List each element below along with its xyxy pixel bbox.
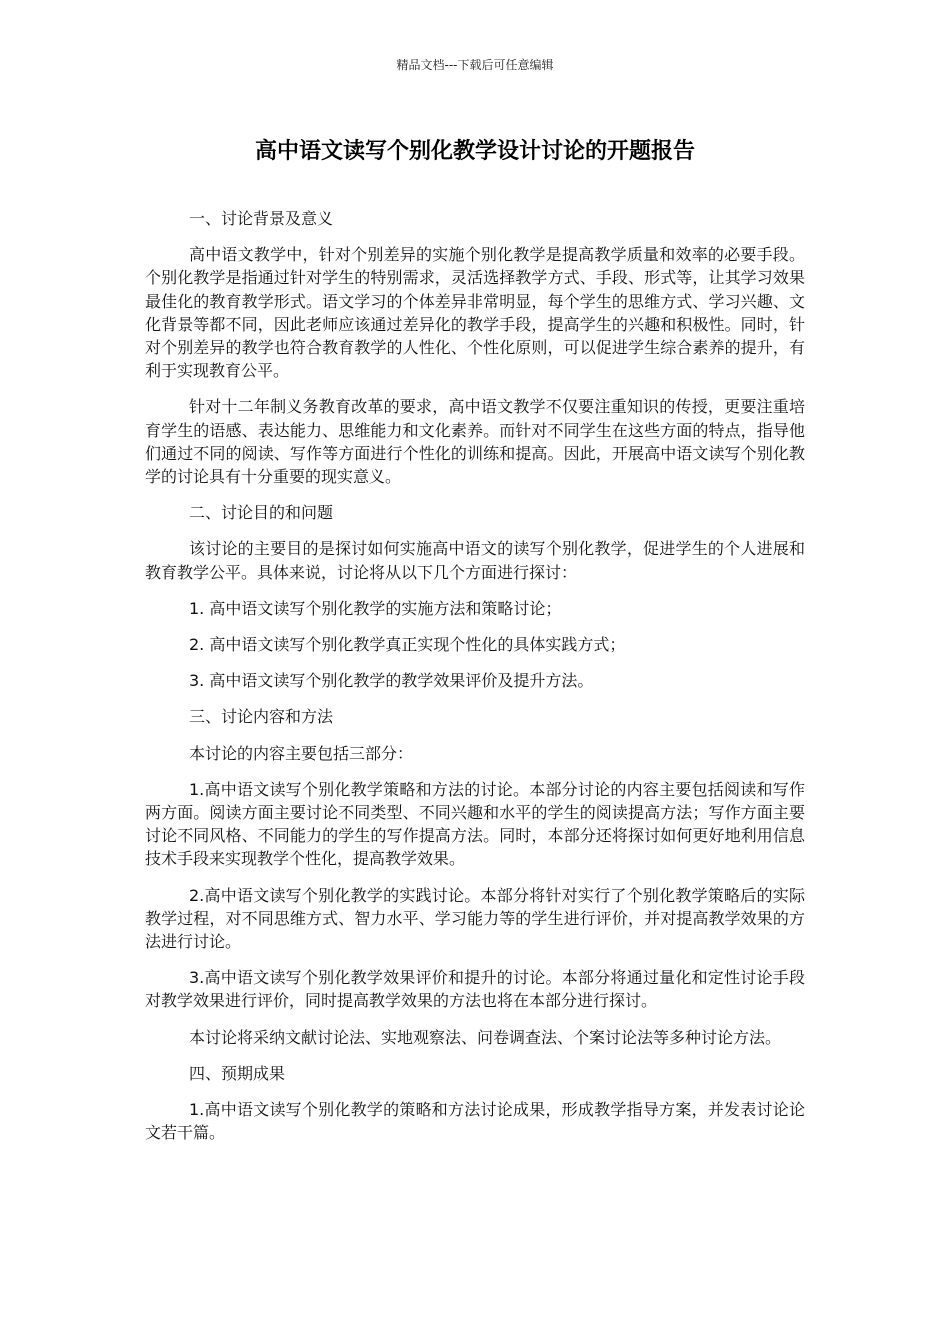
section-heading-content: 三、讨论内容和方法 (189, 707, 334, 727)
list-item-purpose-1: 1. 高中语文读写个别化教学的实施方法和策略讨论； (189, 598, 562, 618)
paragraph-outcome-1: 1.高中语文读写个别化教学的策略和方法讨论成果，形成教学指导方案，并发表讨论论文若干篇。 (145, 1100, 805, 1143)
paragraph-content-part-1: 1.高中语文读写个别化教学策略和方法的讨论。本部分讨论的内容主要包括阅读和写作两方面。阅读方面主要讨论不同类型、不同兴趣和水平的学生的阅读提高方法；写作方面主要讨论不同风格、不同能力的学生的写作提高方法。同时，本部分还将探讨如何更好地利用信息技术手段来实现教学个性化，提高教学效果。 (145, 779, 805, 869)
list-item-purpose-2: 2. 高中语文读写个别化教学真正实现个性化的具体实践方式； (189, 635, 626, 655)
paragraph-purpose: 该讨论的主要目的是探讨如何实施高中语文的读写个别化教学，促进学生的个人进展和教育教学公平。具体来说，讨论将从以下几个方面进行探讨： (145, 539, 805, 582)
paragraph-content-part-3: 3.高中语文读写个别化教学效果评价和提升的讨论。本部分将通过量化和定性讨论手段对教学效果进行评价，同时提高教学效果的方法也将在本部分进行探讨。 (145, 968, 805, 1011)
document-title: 高中语文读写个别化教学设计讨论的开题报告 (254, 139, 695, 164)
paragraph-content-intro: 本讨论的内容主要包括三部分： (189, 743, 414, 763)
paragraph-content-part-2: 2.高中语文读写个别化教学的实践讨论。本部分将针对实行了个别化教学策略后的实际教学过程，对不同思维方式、智力水平、学习能力等的学生进行评价，并对提高教学效果的方法进行讨论。 (145, 885, 805, 952)
list-item-purpose-3: 3. 高中语文读写个别化教学的教学效果评价及提升方法。 (189, 671, 594, 691)
section-heading-background: 一、讨论背景及意义 (189, 209, 334, 228)
section-heading-purpose: 二、讨论目的和问题 (189, 503, 334, 523)
paragraph-background-1: 高中语文教学中，针对个别差异的实施个别化教学是提高教学质量和效率的必要手段。个别化教学是指通过针对学生的特别需求，灵活选择教学方式、手段、形式等，让其学习效果最佳化的教育教学形式。语文学习的个体差异非常明显，每个学生的思维方式、学习兴趣、文化背景等都不同，因此老师应该通过差异化的教学手段，提高学生的兴趣和积极性。同时，针对个别差异的教学也符合教育教学的人性化、个性化原则，可以促进学生综合素养的提升，有利于实现教育公平。 (145, 245, 805, 381)
header-note: 精品文档---下载后可任意编辑 (396, 58, 554, 72)
paragraph-methods: 本讨论将采纳文献讨论法、实地观察法、问卷调查法、个案讨论法等多种讨论方法。 (189, 1027, 782, 1047)
section-heading-outcomes: 四、预期成果 (189, 1063, 286, 1083)
paragraph-background-2: 针对十二年制义务教育改革的要求，高中语文教学不仅要注重知识的传授，更要注重培育学生的语感、表达能力、思维能力和文化素养。而针对不同学生在这些方面的特点，指导他们通过不同的阅读、写作等方面进行个性化的训练和提高。因此，开展高中语文读写个别化教学的讨论具有十分重要的现实意义。 (145, 397, 805, 487)
document-body (145, 207, 805, 1158)
